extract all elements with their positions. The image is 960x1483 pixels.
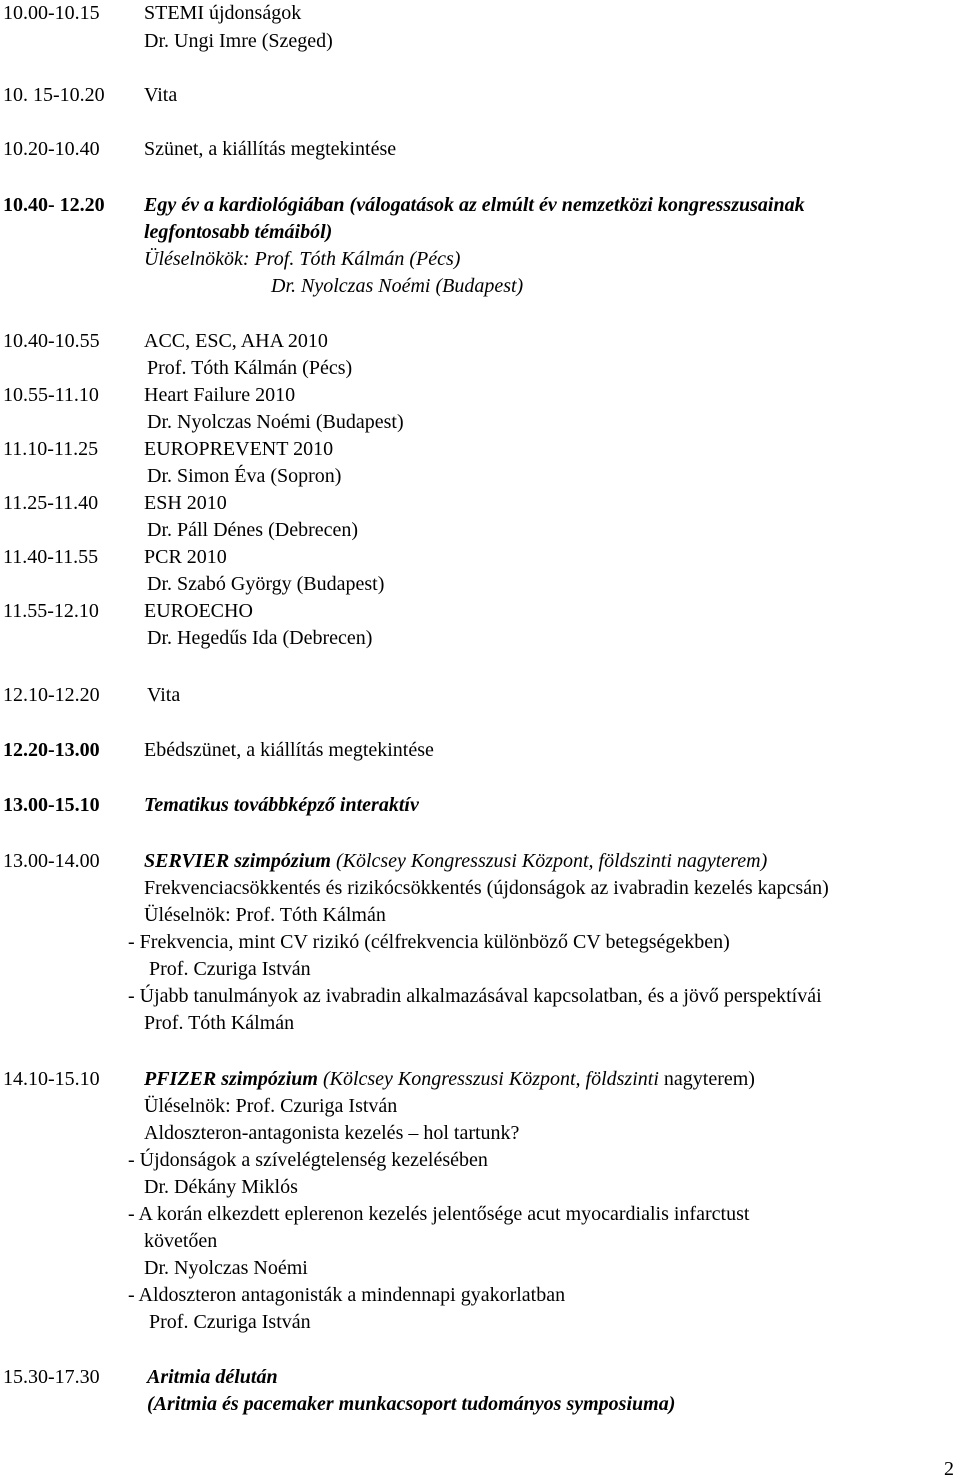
time-slot: 11.40-11.55 (3, 546, 99, 568)
session-title: Tematikus továbbképző interaktív (144, 794, 419, 816)
session-title: Aritmia délután (147, 1366, 278, 1388)
speaker: Dr. Dékány Miklós (144, 1176, 298, 1198)
speaker: Dr. Nyolczas Noémi (Budapest) (147, 411, 404, 433)
speaker: Dr. Hegedűs Ida (Debrecen) (147, 627, 373, 649)
talk-title: - Újdonságok a szívelégtelenség kezelésében (128, 1149, 488, 1171)
session-subtitle: (Aritmia és pacemaker munkacsoport tudományos symposiuma) (147, 1393, 676, 1415)
session-title: Ebédszünet, a kiállítás megtekintése (144, 739, 434, 761)
time-slot: 11.10-11.25 (3, 438, 99, 460)
time-slot: 11.25-11.40 (3, 492, 99, 514)
time-slot: 10.55-11.10 (3, 384, 99, 406)
talk-title: - Aldoszteron antagonisták a mindennapi gyakorlatban (128, 1284, 566, 1306)
talk-title: ESH 2010 (144, 492, 227, 514)
session-title: STEMI újdonságok (144, 2, 302, 24)
symposium-venue: (Kölcsey Kongresszusi Központ, földszinti (317, 1068, 659, 1090)
time-slot: 12.10-12.20 (3, 684, 100, 706)
chairs-continued: Dr. Nyolczas Noémi (Budapest) (271, 275, 524, 297)
talk-title: EUROECHO (144, 600, 253, 622)
symposium-title: Frekvenciacsökkentés és rizikócsökkentés (újdonságok az ivabradin kezelés kapcsán) (144, 877, 829, 899)
symposium-heading (144, 1066, 755, 1093)
talk-title: EUROPREVENT 2010 (144, 438, 334, 460)
speaker: Prof. Tóth Kálmán (Pécs) (147, 357, 353, 379)
talk-title: - Újabb tanulmányok az ivabradin alkalmazásával kapcsolatban, és a jövő perspektívái (128, 985, 822, 1007)
speaker: Prof. Czuriga István (149, 958, 311, 980)
session-title: Szünet, a kiállítás megtekintése (144, 138, 397, 160)
symposium-title: Aldoszteron-antagonista kezelés – hol tartunk? (144, 1122, 520, 1144)
time-slot: 10.40- 12.20 (3, 194, 105, 216)
symposium-heading (144, 848, 767, 875)
symposium-venue: (Kölcsey Kongresszusi Központ, földszinti nagyterem) (330, 850, 768, 872)
page-number: 2 (944, 1458, 954, 1480)
session-title: Vita (144, 84, 178, 106)
session-title: Vita (147, 684, 181, 706)
speaker: Dr. Simon Éva (Sopron) (147, 465, 342, 487)
speaker: Prof. Czuriga István (149, 1311, 311, 1333)
talk-title: - Frekvencia, mint CV rizikó (célfrekvencia különböző CV betegségekben) (128, 931, 730, 953)
speaker: Dr. Nyolczas Noémi (144, 1257, 308, 1279)
time-slot: 11.55-12.10 (3, 600, 99, 622)
chair: Üléselnök: Prof. Czuriga István (144, 1095, 398, 1117)
speaker: Dr. Páll Dénes (Debrecen) (147, 519, 359, 541)
symposium-venue-end: nagyterem) (658, 1068, 755, 1090)
talk-title-continued: követően (144, 1230, 218, 1252)
time-slot: 13.00-15.10 (3, 794, 100, 816)
time-slot: 12.20-13.00 (3, 739, 100, 761)
time-slot: 15.30-17.30 (3, 1366, 100, 1388)
chairs: Üléselnökök: Prof. Tóth Kálmán (Pécs) (144, 248, 461, 270)
chair: Üléselnök: Prof. Tóth Kálmán (144, 904, 386, 926)
speaker: Dr. Ungi Imre (Szeged) (144, 30, 333, 52)
session-title: Egy év a kardiológiában (válogatások az elmúlt év nemzetközi kongresszusainak (144, 194, 805, 216)
session-title-continued: legfontosabb témáiból) (144, 221, 333, 243)
time-slot: 13.00-14.00 (3, 850, 100, 872)
time-slot: 14.10-15.10 (3, 1068, 100, 1090)
time-slot: 10.20-10.40 (3, 138, 100, 160)
speaker: Prof. Tóth Kálmán (144, 1012, 295, 1034)
talk-title: Heart Failure 2010 (144, 384, 296, 406)
speaker: Dr. Szabó György (Budapest) (147, 573, 385, 595)
talk-title: - A korán elkezdett eplerenon kezelés jelentősége acut myocardialis infarctust (128, 1203, 750, 1225)
time-slot: 10.00-10.15 (3, 2, 100, 24)
symposium-sponsor: SERVIER szimpózium (144, 850, 331, 872)
talk-title: PCR 2010 (144, 546, 227, 568)
time-slot: 10.40-10.55 (3, 330, 100, 352)
symposium-sponsor: PFIZER szimpózium (144, 1068, 318, 1090)
time-slot: 10. 15-10.20 (3, 84, 105, 106)
talk-title: ACC, ESC, AHA 2010 (144, 330, 328, 352)
